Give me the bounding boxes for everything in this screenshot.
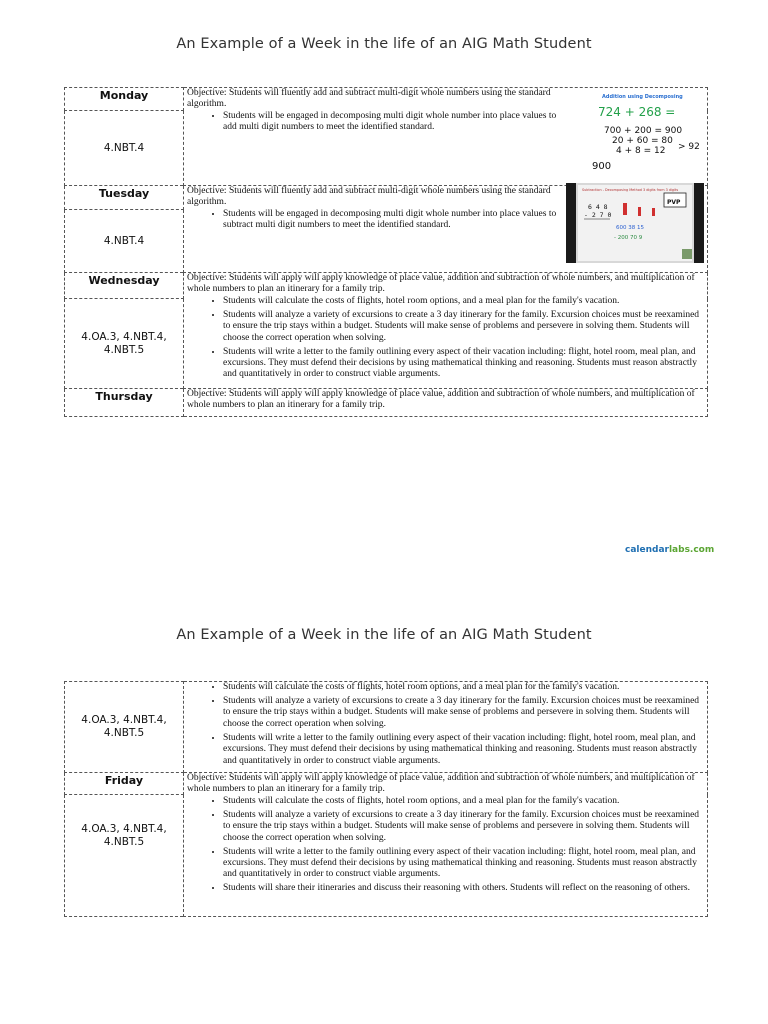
continued-content — [184, 682, 708, 773]
list-item: • Students will calculate the costs of flights, hotel room options, and a meal plan for the family's vacation. — [223, 296, 704, 307]
decomp-row-2: - 200 70 9 — [614, 235, 643, 241]
standard-code: 4.NBT.4 — [65, 210, 184, 273]
list-item: • Students will write a letter to the family outlining every aspect of their vacation including: flight, hotel room, meal plan, and excursions. They must defend their decisions by using mathematical thinking and reasoning. Students must reason abstractly and quantitatively in order to construct viable arguments. — [223, 847, 704, 881]
list-item: • Students will be engaged in decomposing multi digit whole number into place values to add multi digit numbers to meet the identified standard. — [223, 111, 559, 134]
day-label-wednesday: Wednesday — [65, 273, 184, 299]
objective-text: Objective: Students will apply will apply knowledge of place value, addition and subtraction of whole numbers, and multiplication of whole numbers to plan an itinerary for a family trip. — [187, 273, 695, 295]
standard-code: 4.NBT.4 — [65, 111, 184, 186]
image-heading: Addition using Decomposing — [602, 94, 683, 100]
objective-text: Objective: Students will fluently add and subtract multi-digit whole numbers using the standard algorithm. — [187, 88, 551, 110]
day-label-thursday: Thursday — [65, 389, 184, 417]
decomp-result: 900 — [592, 161, 612, 172]
list-item: • Students will calculate the costs of flights, hotel room options, and a meal plan for the family's vacation. — [223, 682, 704, 693]
page-title: An Example of a Week in the life of an AIG Math Student — [176, 36, 592, 52]
decomp-row-1: 600 38 15 — [616, 225, 644, 231]
day-label-friday: Friday — [65, 773, 184, 795]
decomp-line-2: 20 + 60 = 80 — [612, 136, 673, 146]
pvp-badge: PVP — [667, 199, 681, 206]
image-heading: Subtraction - Decomposing Method 3 digits from 3 digits — [582, 188, 679, 192]
subtraction-decomposing-image — [566, 183, 704, 263]
decomp-line-3: 4 + 8 = 12 — [616, 146, 666, 156]
wednesday-content — [184, 273, 708, 389]
standard-code: 4.OA.3, 4.NBT.4, 4.NBT.5 — [65, 682, 184, 773]
list-item: • Students will write a letter to the family outlining every aspect of their vacation including: flight, hotel room, meal plan, and excursions. They must defend their decisions by using mathematical thinking and reasoning. Students must reason abstractly and quantitatively in order to construct viable arguments. — [223, 347, 704, 381]
addition-decomposing-image — [586, 89, 706, 179]
logo-part-1: calendar — [625, 545, 669, 555]
decomp-side: > 92 — [678, 142, 700, 152]
list-item: • Students will share their itineraries and discuss their reasoning with others. Students will reflect on the reasoning of others. — [223, 883, 704, 894]
schedule-table — [64, 681, 708, 917]
friday-content — [184, 773, 708, 917]
list-item: • Students will write a letter to the family outlining every aspect of their vacation including: flight, hotel room, meal plan, and excursions. They must defend their decisions by using mathematical thinking and reasoning. Students must reason abstractly and quantitatively in order to construct viable arguments. — [223, 733, 704, 767]
calendarlabs-logo — [625, 545, 714, 555]
objective-text: Objective: Students will apply will apply knowledge of place value, addition and subtraction of whole numbers, and multiplication of whole numbers to plan an itinerary for a family trip. — [187, 773, 695, 795]
logo-part-2: labs.com — [668, 545, 715, 555]
objective-text: Objective: Students will fluently add and subtract multi-digit whole numbers using the standard algorithm. — [187, 186, 551, 208]
day-label-monday: Monday — [65, 88, 184, 111]
subtraction-bottom: - 2 7 0 — [584, 211, 612, 219]
objective-text: Objective: Students will apply will apply knowledge of place value, addition and subtraction of whole numbers, and multiplication of whole numbers to plan an itinerary for a family trip. — [187, 389, 695, 411]
decomp-line-1: 700 + 200 = 900 — [604, 126, 683, 136]
standard-code: 4.OA.3, 4.NBT.4, 4.NBT.5 — [65, 795, 184, 917]
page-title: An Example of a Week in the life of an AIG Math Student — [176, 627, 592, 643]
thursday-content — [184, 389, 708, 417]
day-label-tuesday: Tuesday — [65, 186, 184, 210]
equation-text: 724 + 268 = — [598, 105, 676, 119]
list-item: • Students will calculate the costs of flights, hotel room options, and a meal plan for the family's vacation. — [223, 796, 704, 807]
standard-code: 4.OA.3, 4.NBT.4, 4.NBT.5 — [65, 299, 184, 389]
list-item: • Students will analyze a variety of excursions to create a 3 day itinerary for the family. Excursion choices must be reexamined to ensure the trip stays within a budget. Students will make sense of problems and persevere in solving them. Students will choose the correct operation when solving. — [223, 810, 704, 844]
list-item: • Students will analyze a variety of excursions to create a 3 day itinerary for the family. Excursion choices must be reexamined to ensure the trip stays within a budget. Students will make sense of problems and persevere in solving them. Students will choose the correct operation when solving. — [223, 696, 704, 730]
list-item: • Students will be engaged in decomposing multi digit whole number into place values to subtract multi digit numbers to meet the identified standard. — [223, 209, 559, 232]
list-item: • Students will analyze a variety of excursions to create a 3 day itinerary for the family. Excursion choices must be reexamined to ensure the trip stays within a budget. Students will make sense of problems and persevere in solving them. Students will choose the correct operation when solving. — [223, 310, 704, 344]
subtraction-top: 6 4 8 — [588, 203, 608, 211]
